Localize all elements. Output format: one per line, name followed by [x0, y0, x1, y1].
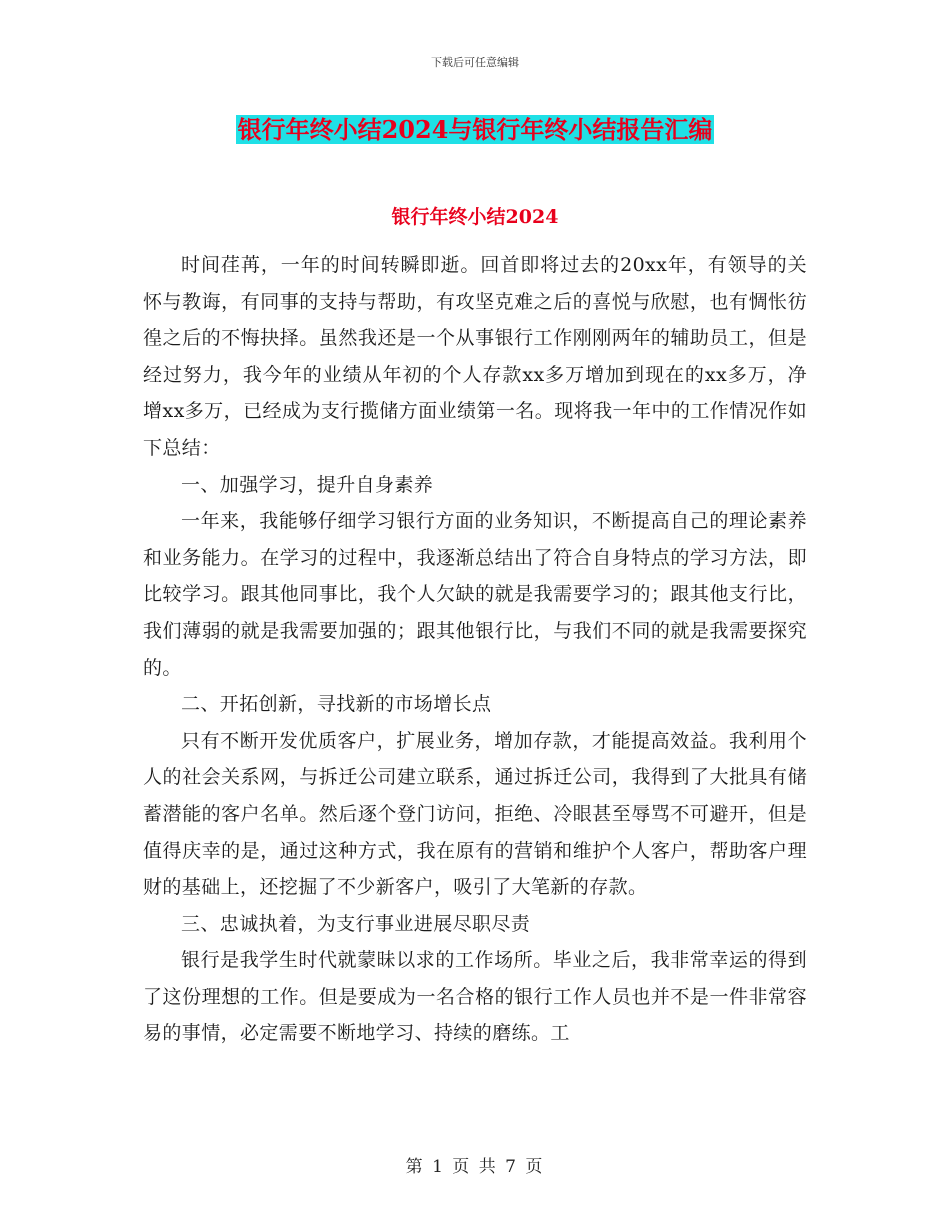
body-paragraph: 一年来，我能够仔细学习银行方面的业务知识，不断提高自己的理论素养和业务能力。在学习的过程中，我逐渐总结出了符合自身特点的学习方法，即比较学习。跟其他同事比，我个人欠缺的就是我需要学习的；跟其他支行比，我们薄弱的就是我需要加强的；跟其他银行比，与我们不同的就是我需要探究的。	[143, 510, 807, 679]
section-heading: 一、加强学习，提升自身素养	[181, 473, 434, 496]
document-title	[0, 112, 950, 148]
body-paragraph: 时间荏苒，一年的时间转瞬即逝。回首即将过去的20xx年，有领导的关怀与教诲，有同事的支持与帮助，有攻坚克难之后的喜悦与欣慰，也有惆怅彷徨之后的不悔抉择。虽然我还是一个从事银行工作刚刚两年的辅助员工，但是经过努力，我今年的业绩从年初的个人存款xx多万增加到现在的xx多万，净增xx多万，已经成为支行揽储方面业绩第一名。现将我一年中的工作情况作如下总结：	[143, 254, 807, 459]
page-header-note: 下载后可任意编辑	[431, 56, 519, 69]
section-heading: 三、忠诚执着，为支行事业进展尽职尽责	[181, 912, 531, 935]
document-title-text: 银行年终小结2024与银行年终小结报告汇编	[237, 115, 713, 144]
section-title: 银行年终小结2024	[391, 206, 559, 228]
page-footer-indicator: 第 1 页 共 7 页	[405, 1157, 545, 1177]
body-paragraph: 只有不断开发优质客户，扩展业务，增加存款，才能提高效益。我利用个人的社会关系网，与拆迁公司建立联系，通过拆迁公司，我得到了大批具有储蓄潜能的客户名单。然后逐个登门访问，拒绝、冷眼甚至辱骂不可避开，但是值得庆幸的是，通过这种方式，我在原有的营销和维护个人客户，帮助客户理财的基础上，还挖掘了不少新客户，吸引了大笔新的存款。	[143, 729, 807, 899]
document-body	[143, 247, 807, 1052]
section-heading: 二、开拓创新，寻找新的市场增长点	[181, 693, 492, 716]
body-paragraph: 银行是我学生时代就蒙昧以求的工作场所。毕业之后，我非常幸运的得到了这份理想的工作。但是要成为一名合格的银行工作人员也并不是一件非常容易的事情，必定需要不断地学习、持续的磨练。工	[143, 949, 807, 1045]
